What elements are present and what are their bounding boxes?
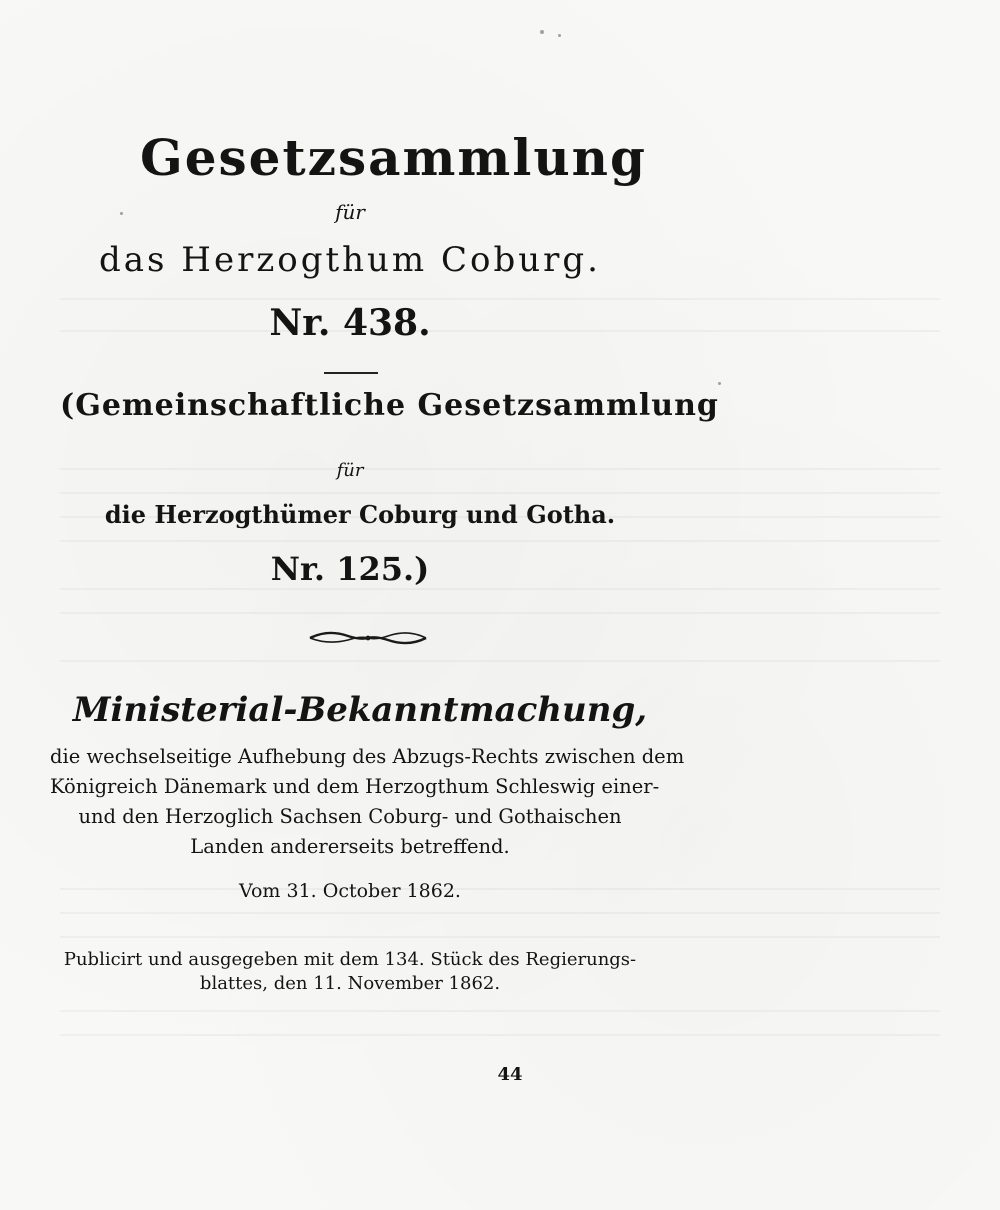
announcement-subject	[50, 742, 685, 862]
subject-line: Königreich Dänemark und dem Herzogthum Schleswig einer-	[50, 775, 660, 798]
fuer-label-joint: für	[336, 460, 364, 481]
publication-line: Publicirt und ausgegeben mit dem 134. Stück des Regierungs-	[63, 949, 637, 970]
joint-issue-number: Nr. 125.)	[270, 550, 430, 588]
bleed-through-line	[60, 660, 940, 662]
announcement-date: Vom 31. October 1862.	[239, 880, 461, 902]
territories-name: die Herzogthümer Coburg und Gotha.	[104, 500, 616, 529]
subject-line: Landen andererseits betreffend.	[190, 835, 510, 858]
bleed-through-line	[60, 612, 940, 614]
collection-title: Gesetzsammlung	[140, 128, 647, 187]
subject-line: die wechselseitige Aufhebung des Abzugs-Rechts zwischen dem	[50, 745, 685, 768]
publication-line: blattes, den 11. November 1862.	[199, 973, 501, 994]
territory-name: das Herzogthum Coburg.	[99, 240, 601, 280]
subject-line: und den Herzoglich Sachsen Coburg- und Gothaischen	[78, 805, 622, 828]
dust-speck	[120, 212, 123, 215]
ornament-divider-icon	[308, 625, 428, 651]
bleed-through-line	[60, 936, 940, 938]
bleed-through-line	[60, 1010, 940, 1012]
fuer-label: für	[335, 200, 365, 224]
bleed-through-line	[60, 298, 940, 300]
dust-speck	[558, 34, 561, 37]
issue-number: Nr. 438.	[269, 302, 431, 344]
announcement-heading: Ministerial-Bekanntmachung,	[72, 690, 648, 730]
publication-note	[50, 948, 650, 996]
bleed-through-line	[60, 588, 940, 590]
number-underline	[324, 372, 378, 374]
dust-speck	[718, 382, 721, 385]
bleed-through-line	[60, 912, 940, 914]
joint-collection-title: (Gemeinschaftliche Gesetzsammlung	[60, 388, 719, 423]
bleed-through-line	[60, 540, 940, 542]
bleed-through-line	[60, 1034, 940, 1036]
page-number: 44	[497, 1064, 523, 1085]
bleed-through-line	[60, 492, 940, 494]
dust-speck	[540, 30, 544, 34]
